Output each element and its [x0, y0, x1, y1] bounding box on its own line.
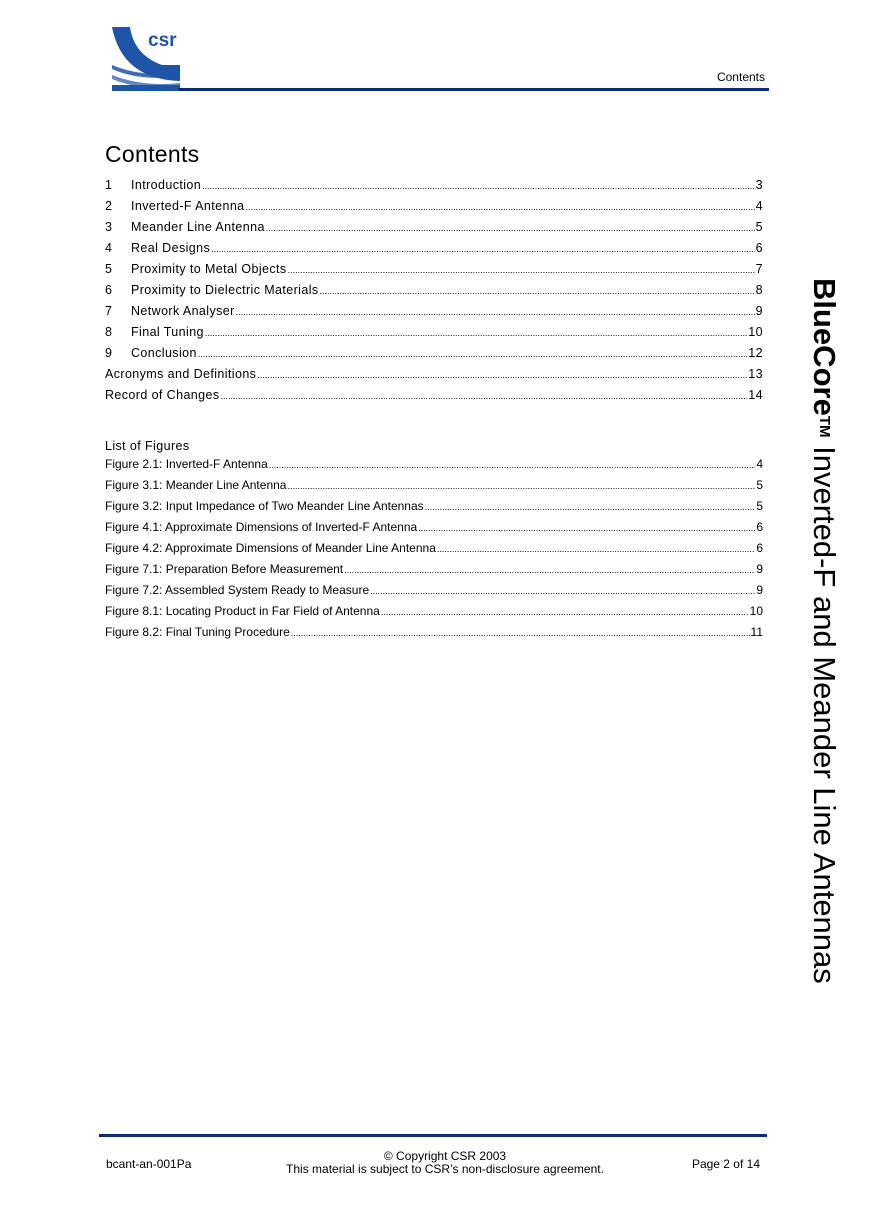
toc-entry-title: Introduction	[131, 178, 202, 192]
toc-entry-number: 6	[105, 283, 113, 297]
footer-copyright: © Copyright CSR 2003	[383, 1149, 507, 1163]
figure-entry-page: 5	[756, 478, 763, 492]
toc-entry-page: 14	[748, 388, 763, 402]
footer-rule	[99, 1134, 767, 1137]
dot-leader	[437, 544, 755, 554]
figure-entry[interactable]	[105, 562, 763, 583]
page-title: Contents	[105, 141, 200, 167]
toc-entry-number: 2	[105, 199, 113, 213]
toc-entry-number: 9	[105, 346, 113, 360]
toc-entry-title: Final Tuning	[131, 325, 204, 339]
figure-entry[interactable]	[105, 499, 763, 520]
toc-entry-page: 9	[755, 304, 763, 318]
toc-entry-title: Record of Changes	[105, 388, 220, 402]
figure-entry[interactable]	[105, 520, 763, 541]
csr-logo	[110, 25, 182, 93]
table-of-contents	[105, 178, 763, 409]
toc-entry[interactable]	[105, 283, 763, 304]
dot-leader	[344, 565, 755, 575]
figure-entry[interactable]	[105, 541, 763, 562]
toc-entry-number: 8	[105, 325, 113, 339]
toc-entry-title: Meander Line Antenna	[131, 220, 265, 234]
figure-entry[interactable]	[105, 583, 763, 604]
header-section-label: Contents	[716, 70, 765, 84]
dot-leader	[287, 481, 755, 491]
dot-leader	[198, 349, 747, 359]
footer-disclaimer: This material is subject to CSR’s non-disclosure agreement.	[286, 1162, 604, 1176]
figure-entry[interactable]	[105, 625, 763, 646]
list-of-figures-heading: List of Figures	[105, 439, 190, 453]
toc-entry-number: 5	[105, 262, 113, 276]
toc-entry-page: 5	[755, 220, 763, 234]
figure-entry-title: Figure 4.1: Approximate Dimensions of Inverted-F Antenna	[105, 520, 418, 534]
dot-leader	[288, 265, 755, 275]
figure-entry-title: Figure 4.2: Approximate Dimensions of Meander Line Antenna	[105, 541, 436, 555]
toc-entry[interactable]	[105, 346, 763, 367]
toc-entry-page: 6	[755, 241, 763, 255]
toc-entry-page: 7	[755, 262, 763, 276]
dot-leader	[236, 307, 755, 317]
toc-entry-page: 12	[748, 346, 763, 360]
dot-leader	[266, 223, 755, 233]
side-title-brand: BlueCore	[807, 278, 842, 416]
logo-text: csr	[148, 30, 177, 51]
dot-leader	[269, 460, 756, 470]
toc-entry-page: 13	[748, 367, 763, 381]
toc-entry[interactable]	[105, 367, 763, 388]
toc-entry[interactable]	[105, 241, 763, 262]
toc-entry-page: 8	[755, 283, 763, 297]
figure-entry-page: 6	[756, 520, 763, 534]
toc-entry-page: 10	[748, 325, 763, 339]
side-title-rest: Inverted-F and Meander Line Antennas	[807, 437, 842, 984]
figure-entry[interactable]	[105, 604, 763, 625]
figure-entry-title: Figure 3.1: Meander Line Antenna	[105, 478, 287, 492]
header-rule	[178, 88, 769, 91]
dot-leader	[370, 586, 755, 596]
figure-entry-page: 5	[756, 499, 763, 513]
dot-leader	[246, 202, 755, 212]
side-title-trademark: TM	[816, 415, 833, 438]
toc-entry[interactable]	[105, 220, 763, 241]
dot-leader	[418, 523, 755, 533]
footer-copyright-block	[250, 1150, 640, 1176]
toc-entry-title: Acronyms and Definitions	[105, 367, 257, 381]
dot-leader	[211, 244, 754, 254]
figure-entry-title: Figure 2.1: Inverted-F Antenna	[105, 457, 268, 471]
dot-leader	[257, 370, 747, 380]
figure-entry-page: 4	[756, 457, 763, 471]
toc-entry-number: 7	[105, 304, 113, 318]
figure-entry[interactable]	[105, 478, 763, 499]
figure-entry-title: Figure 7.1: Preparation Before Measurement	[105, 562, 344, 576]
toc-entry[interactable]	[105, 304, 763, 325]
dot-leader	[425, 502, 756, 512]
toc-entry[interactable]	[105, 178, 763, 199]
toc-entry[interactable]	[105, 262, 763, 283]
dot-leader	[205, 328, 747, 338]
figure-entry-page: 9	[756, 562, 763, 576]
dot-leader	[202, 181, 755, 191]
toc-entry-title: Proximity to Metal Objects	[131, 262, 287, 276]
footer-doc-id: bcant-an-001Pa	[106, 1157, 192, 1171]
toc-entry-title: Conclusion	[131, 346, 197, 360]
dot-leader	[221, 391, 748, 401]
toc-entry-number: 4	[105, 241, 113, 255]
toc-entry-page: 3	[755, 178, 763, 192]
toc-entry-title: Proximity to Dielectric Materials	[131, 283, 319, 297]
toc-entry-title: Real Designs	[131, 241, 211, 255]
dot-leader	[291, 628, 750, 638]
toc-entry-title: Inverted-F Antenna	[131, 199, 245, 213]
dot-leader	[381, 607, 749, 617]
figure-entry-page: 10	[749, 604, 763, 618]
toc-entry-number: 3	[105, 220, 113, 234]
figure-entry-page: 11	[750, 625, 763, 639]
toc-entry[interactable]	[105, 388, 763, 409]
figure-entry-title: Figure 7.2: Assembled System Ready to Measure	[105, 583, 370, 597]
footer-page-number: Page 2 of 14	[691, 1157, 760, 1171]
figure-entry-title: Figure 3.2: Input Impedance of Two Meander Line Antennas	[105, 499, 424, 513]
side-document-title	[809, 278, 840, 984]
toc-entry[interactable]	[105, 325, 763, 346]
dot-leader	[320, 286, 755, 296]
list-of-figures	[105, 457, 763, 646]
figure-entry-page: 6	[756, 541, 763, 555]
figure-entry-title: Figure 8.1: Locating Product in Far Field of Antenna	[105, 604, 380, 618]
toc-entry-title: Network Analyser	[131, 304, 235, 318]
figure-entry-title: Figure 8.2: Final Tuning Procedure	[105, 625, 290, 639]
toc-entry-page: 4	[755, 199, 763, 213]
toc-entry[interactable]	[105, 199, 763, 220]
figure-entry-page: 9	[756, 583, 763, 597]
toc-entry-number: 1	[105, 178, 113, 192]
figure-entry[interactable]	[105, 457, 763, 478]
